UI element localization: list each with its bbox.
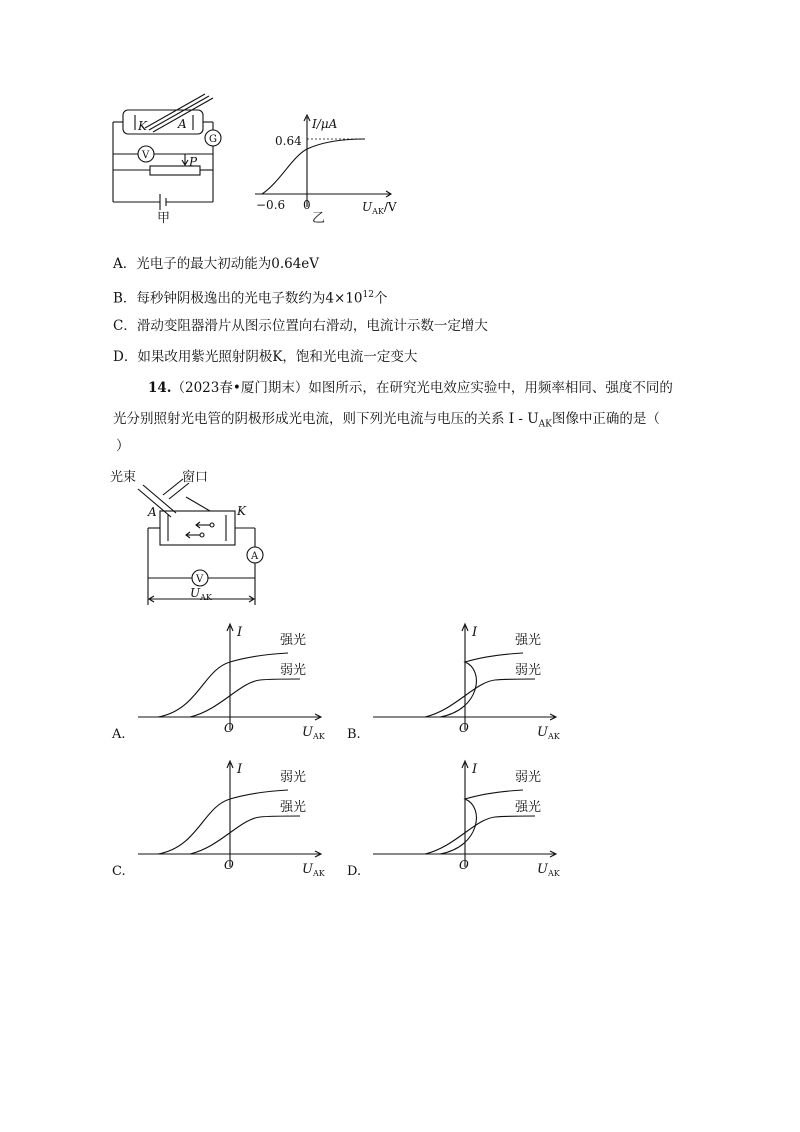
label-ammeter: A: [251, 551, 259, 562]
label-a: A: [178, 117, 187, 131]
x-axis-label: $U_{AK}$: [302, 862, 325, 878]
q14-line2: 光分别照射光电管的阴极形成光电流，则下列光电流与电压的关系 I - $U_{AK}$图像中正确的是（: [113, 411, 660, 430]
q14-line3: ）: [116, 438, 130, 454]
x-axis-label: $U_{AK}/V$: [362, 200, 397, 216]
label-lower-curve: 强光: [280, 800, 307, 815]
origin-label: O: [459, 721, 469, 735]
x-axis-label: $U_{AK}$: [537, 862, 560, 878]
label-voltmeter: V: [196, 574, 204, 585]
y-tick-label: 0.64: [275, 134, 302, 148]
label-v: V: [142, 150, 150, 161]
choice-graph-d[interactable]: [345, 757, 565, 882]
caption-yi: 乙: [312, 211, 326, 226]
label-window: 窗口: [182, 470, 209, 485]
label-upper-curve: 强光: [515, 633, 542, 648]
choice-graph-c[interactable]: [110, 757, 330, 882]
phototube-circuit: [108, 465, 278, 610]
curve-lower: [425, 679, 535, 717]
q14-line1: 14.（2023春•厦门期末）如图所示，在研究光电效应实验中，用频率相同、强度不同的: [148, 380, 673, 396]
curve-lower: [425, 816, 535, 854]
option-d: D．如果改用紫光照射阴极K，饱和光电流一定变大: [113, 349, 418, 365]
label-lower-curve: 强光: [515, 800, 542, 815]
label-lower-curve: 弱光: [280, 663, 307, 678]
label-uak: $U_{AK}$: [190, 586, 212, 602]
y-axis-label: I: [237, 625, 243, 640]
y-axis-label: I: [472, 625, 478, 640]
phototube: [160, 511, 235, 545]
label-anode: A: [148, 505, 157, 519]
y-axis-label: I: [237, 762, 243, 777]
origin-label: O: [459, 858, 469, 872]
label-upper-curve: 弱光: [515, 770, 542, 785]
x-axis-label: $U_{AK}$: [537, 725, 560, 741]
choice-letter-d: D.: [347, 864, 362, 879]
option-b: B．每秒钟阴极逸出的光电子数约为$4\times 10^{12}$个: [113, 290, 388, 307]
x-tick-zero: 0: [303, 198, 311, 212]
origin-label: O: [224, 858, 234, 872]
circuit-diagram-jia: [105, 90, 250, 225]
label-lower-curve: 弱光: [515, 663, 542, 678]
label-g: G: [209, 134, 217, 145]
curve-lower: [190, 679, 300, 717]
label-cathode: K: [237, 504, 246, 518]
x-axis-label: $U_{AK}$: [302, 725, 325, 741]
label-upper-curve: 强光: [280, 633, 307, 648]
caption-jia: 甲: [157, 211, 171, 225]
label-beam: 光束: [110, 470, 137, 485]
choice-letter-b: B.: [347, 727, 361, 742]
x-tick-neg: −0.6: [256, 198, 286, 212]
label-upper-curve: 弱光: [280, 770, 307, 785]
option-a: A．光电子的最大初动能为0.64eV: [113, 256, 320, 272]
origin-label: O: [224, 721, 234, 735]
choice-graph-b[interactable]: [345, 620, 565, 745]
y-axis-label: I/μA: [312, 117, 338, 131]
curve-upper: [158, 790, 288, 854]
option-c: C．滑动变阻器滑片从图示位置向右滑动，电流计示数一定增大: [113, 318, 488, 334]
choice-letter-c: C.: [112, 864, 126, 879]
label-p: P: [189, 155, 198, 169]
label-k: K: [138, 119, 147, 133]
iu-graph-yi: [250, 112, 420, 227]
y-axis-label: I: [472, 762, 478, 777]
curve-lower: [190, 816, 300, 854]
choice-letter-a: A.: [112, 727, 126, 742]
choice-graph-a[interactable]: [110, 620, 330, 745]
curve-upper: [158, 653, 288, 717]
